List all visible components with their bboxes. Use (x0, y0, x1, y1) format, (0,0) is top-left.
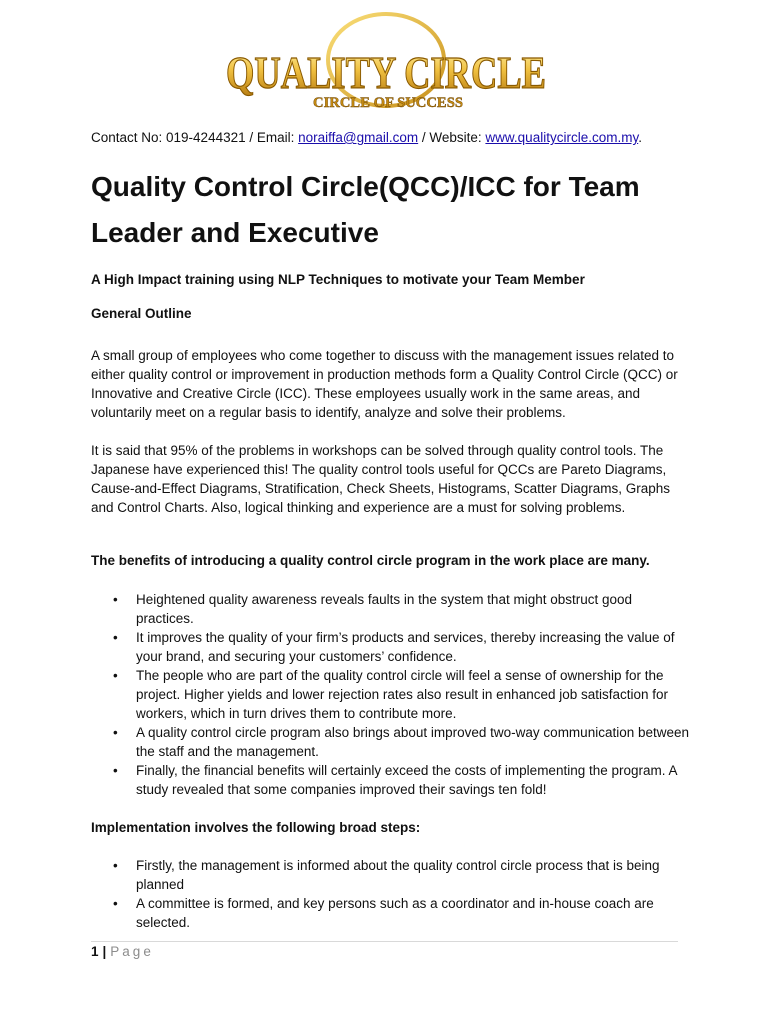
list-item (91, 856, 691, 894)
contact-line (91, 130, 642, 145)
email-link[interactable]: noraiffa@gmail.com (298, 130, 419, 145)
outline-paragraph-1: A small group of employees who come together to discuss with the management issues related to either quality control or improvement in production methods form a Quality Control Circle (QCC) or Innovative and Creative Circle (ICC). These employees usually work in the same areas, and voluntarily meet on a regular basis to identify, analyze and solve their problems. (91, 348, 678, 420)
list-item-text: The people who are part of the quality control circle will feel a sense of ownership for the project. Higher yields and lower rejection rates also result in enhanced job satisfaction for workers, which in turn drives them to contribute more. (136, 668, 669, 721)
footer-separator: | (102, 944, 107, 959)
list-item (91, 723, 691, 761)
benefits-list (91, 590, 691, 799)
contact-prefix: Contact No: 019-4244321 / Email: (91, 130, 299, 145)
document-subtitle: A High Impact training using NLP Techniques to motivate your Team Member (91, 272, 585, 287)
contact-middle: / Website: (418, 130, 486, 145)
logo-main-text: QUALITY CIRCLE (226, 47, 546, 98)
logo-tagline: CIRCLE OF SUCCESS (313, 95, 463, 111)
bullet-icon: • (113, 592, 118, 607)
page-footer (91, 944, 154, 959)
list-item-text: A committee is formed, and key persons such as a coordinator and in-house coach are selected. (136, 896, 654, 930)
bullet-icon: • (113, 725, 118, 740)
list-item-text: Firstly, the management is informed about the quality control circle process that is being planned (136, 858, 660, 892)
list-item-text: Heightened quality awareness reveals faults in the system that might obstruct good practices. (136, 592, 633, 626)
implementation-heading: Implementation involves the following broad steps: (91, 820, 421, 835)
page-number: 1 (91, 944, 99, 959)
bullet-icon: • (113, 763, 118, 778)
list-item (91, 761, 691, 799)
list-item (91, 894, 691, 932)
page-label: Page (110, 944, 154, 959)
list-item (91, 666, 691, 723)
bullet-icon: • (113, 896, 118, 911)
list-item (91, 590, 691, 628)
list-item-text: It improves the quality of your firm’s products and services, thereby increasing the value of your brand, and securing your customers’ confidence. (136, 630, 675, 664)
outline-paragraph-2: It is said that 95% of the problems in workshops can be solved through quality control tools. The Japanese have experienced this! The quality control tools useful for QCCs are Pareto Diagrams, Cause-and-Effect Diagrams, Stratification, Check Sheets, Histograms, Scatter Diagrams, Graphs and Control Charts. Also, logical thinking and experience are a must for solving problems. (91, 443, 670, 515)
website-link[interactable]: www.qualitycircle.com.my (485, 130, 639, 145)
bullet-icon: • (113, 630, 118, 645)
list-item (91, 628, 691, 666)
general-outline-heading: General Outline (91, 306, 192, 321)
contact-suffix: . (638, 130, 642, 145)
footer-divider (91, 941, 678, 942)
quality-circle-logo (0, 10, 768, 120)
bullet-icon: • (113, 668, 118, 683)
benefits-heading: The benefits of introducing a quality control circle program in the work place are many. (91, 553, 650, 568)
list-item-text: A quality control circle program also brings about improved two-way communication between the staff and the management. (136, 725, 690, 759)
implementation-steps-list (91, 856, 691, 932)
bullet-icon: • (113, 858, 118, 873)
document-title: Quality Control Circle(QCC)/ICC for Team Leader and Executive (91, 171, 640, 248)
list-item-text: Finally, the financial benefits will certainly exceed the costs of implementing the program. A study revealed that some companies improved their savings ten fold! (136, 763, 677, 797)
